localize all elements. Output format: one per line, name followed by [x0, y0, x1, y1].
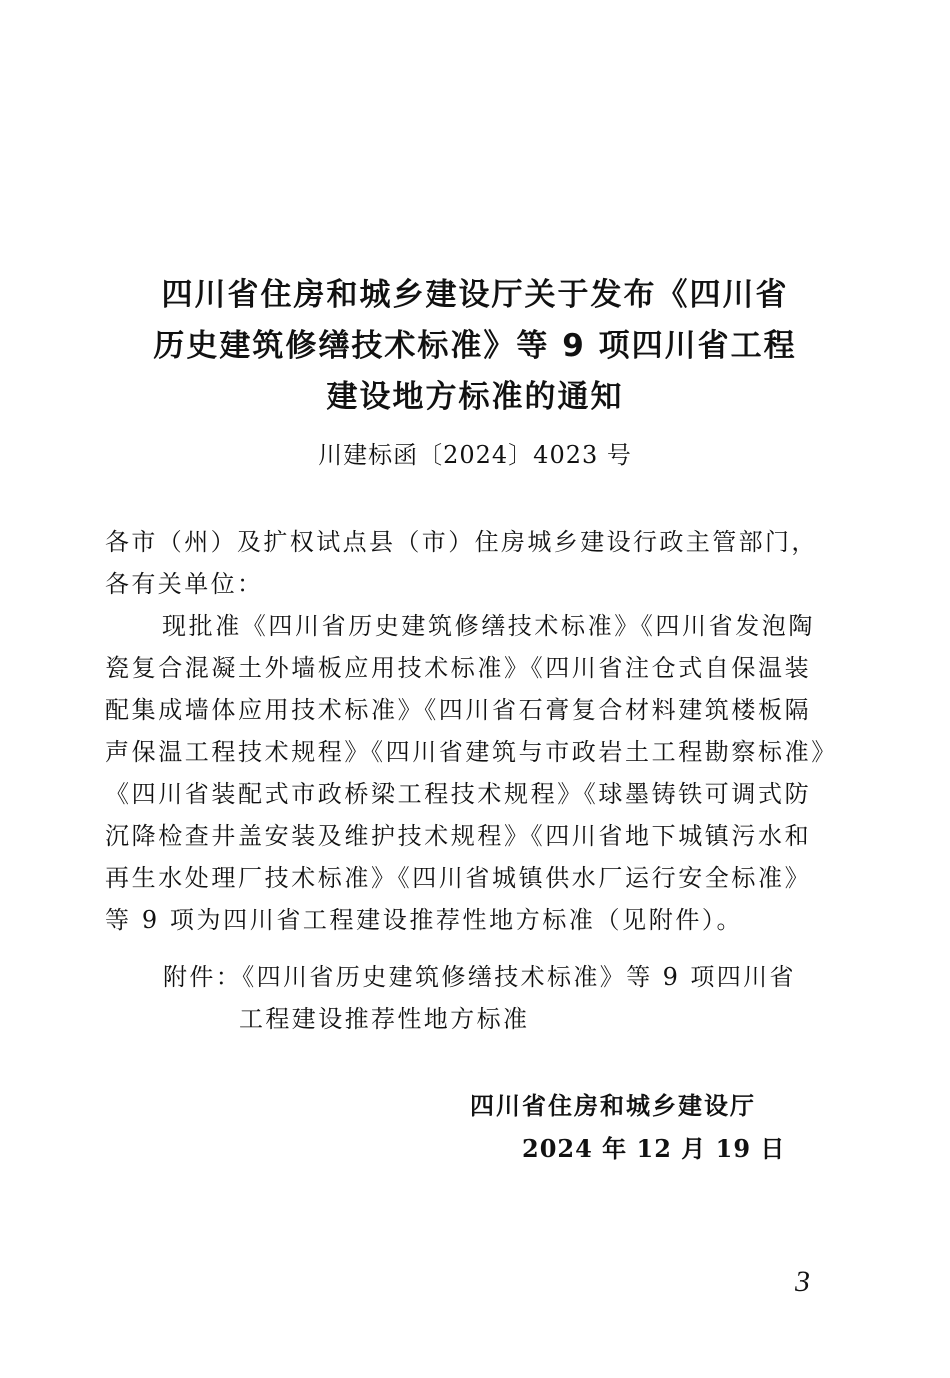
- salutation-line: 各市（州）及扩权试点县（市）住房城乡建设行政主管部门，: [105, 528, 818, 556]
- page-number: 3: [795, 1265, 810, 1298]
- title-line: 历史建筑修缮技术标准》等 9 项四川省工程: [153, 328, 797, 364]
- body-line: 再生水处理厂技术标准》《四川省城镇供水厂运行安全标准》: [105, 864, 812, 892]
- document-title: [100, 270, 850, 423]
- body-line: 声保温工程技术规程》《四川省建筑与市政岩土工程勘察标准》: [105, 738, 838, 766]
- body-paragraph: [105, 605, 845, 941]
- salutation-line: 各有关单位：: [105, 570, 264, 598]
- body-line: 配集成墙体应用技术标准》《四川省石膏复合材料建筑楼板隔: [105, 696, 812, 724]
- body-line: 《四川省装配式市政桥梁工程技术规程》《球墨铸铁可调式防: [105, 780, 812, 808]
- body-line: 现批准《四川省历史建筑修缮技术标准》《四川省发泡陶: [162, 612, 815, 640]
- document-number: 川建标函〔2024〕4023 号: [318, 441, 632, 469]
- attachment-line: 附件：《四川省历史建筑修缮技术标准》等 9 项四川省: [163, 963, 796, 991]
- body-line: 等 9 项为四川省工程建设推荐性地方标准（见附件）。: [105, 906, 744, 934]
- title-line: 四川省住房和城乡建设厅关于发布《四川省: [161, 277, 789, 313]
- salutation: [105, 521, 845, 605]
- title-line: 建设地方标准的通知: [326, 379, 624, 415]
- attachment-note: [163, 956, 843, 1040]
- issuing-authority: 四川省住房和城乡建设厅: [470, 1092, 756, 1120]
- issue-date: 2024 年 12 月 19 日: [522, 1134, 786, 1163]
- attachment-line: 工程建设推荐性地方标准: [239, 1005, 530, 1033]
- body-line: 瓷复合混凝土外墙板应用技术标准》《四川省注仓式自保温装: [105, 654, 812, 682]
- body-line: 沉降检查井盖安装及维护技术规程》《四川省地下城镇污水和: [105, 822, 812, 850]
